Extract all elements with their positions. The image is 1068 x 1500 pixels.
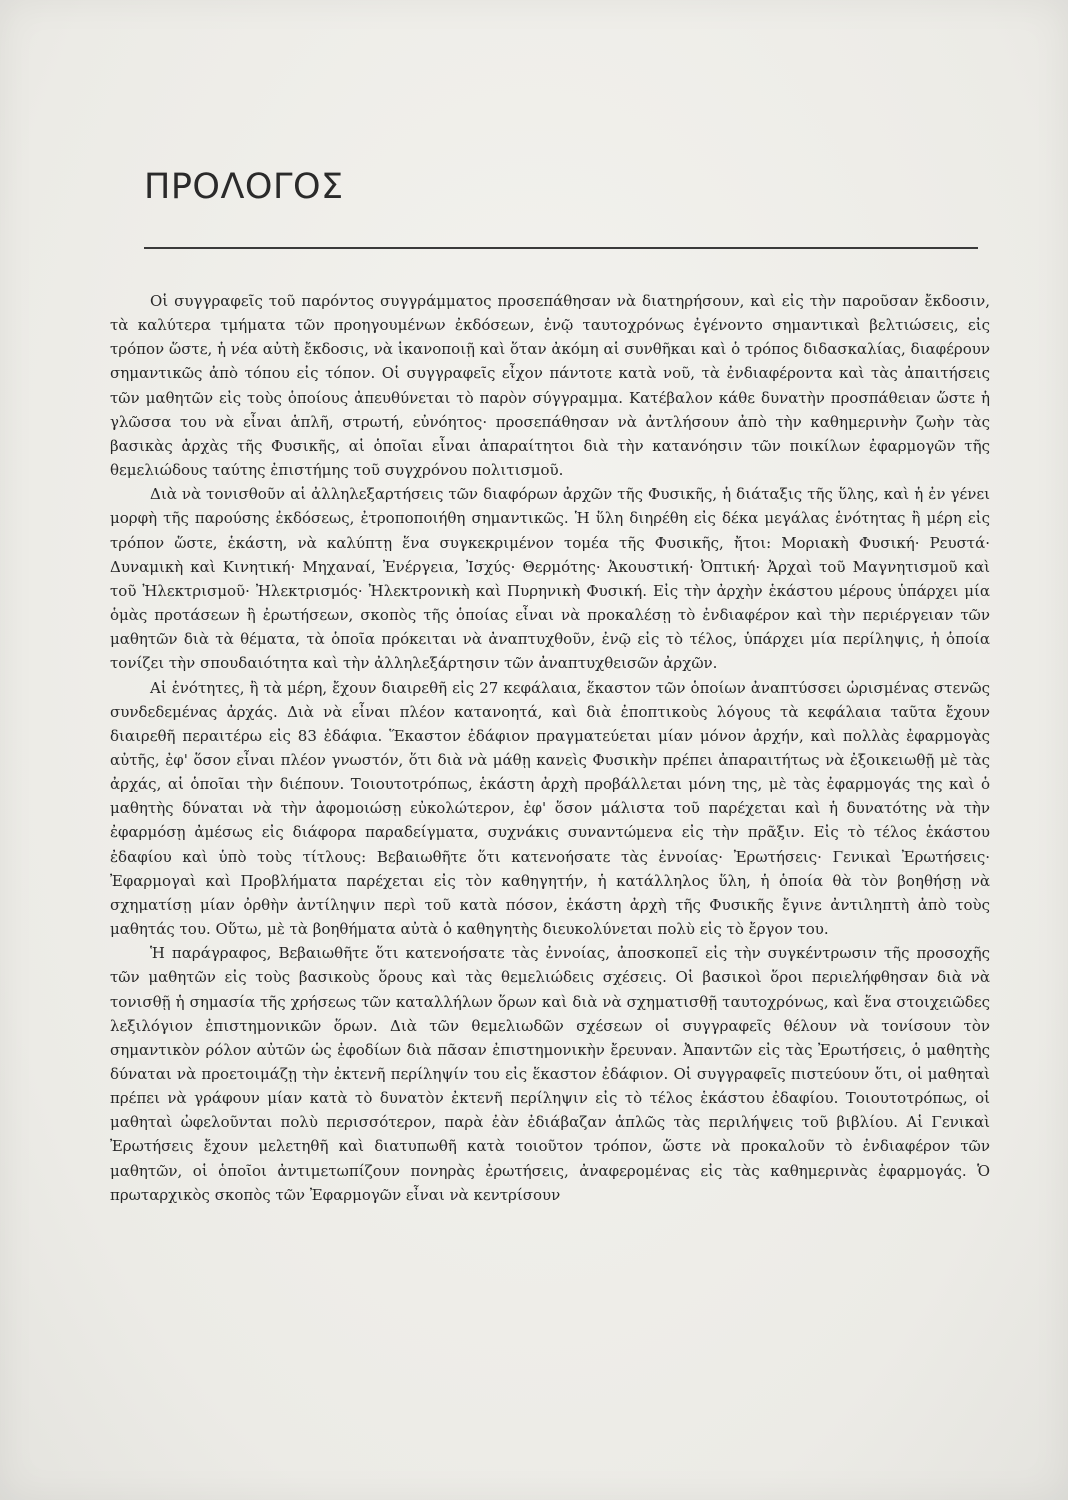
page-title: ΠΡΟΛΟΓΟΣ xyxy=(144,167,344,207)
title-underline xyxy=(144,247,978,249)
preface-body xyxy=(110,289,990,1207)
paragraph-4: Ἡ παράγραφος, Βεβαιωθῆτε ὅτι κατενοήσατε τὰς ἐννοίας, ἀποσκοπεῖ εἰς τὴν συγκέντρωσιν τῆς προσοχῆς τῶν μαθητῶν εἰς τοὺς βασικοὺς ὅρους καὶ τὰς θεμελιώδεις σχέσεις. Οἱ βασικοὶ ὅροι περιελήφθησαν διὰ νὰ τονισθῇ ἡ σημασία τῆς χρήσεως τῶν καταλλήλων ὅρων καὶ διὰ νὰ σχηματισθῇ ταυτοχρόνως, καὶ ἕνα στοιχειῶδες λεξιλόγιον ἐπιστημονικῶν ὅρων. Διὰ τῶν θεμελιωδῶν σχέσεων οἱ συγγραφεῖς θέλουν νὰ τονίσουν τὸν σημαντικὸν ρόλον αὐτῶν ὡς ἐφοδίων διὰ πᾶσαν ἐπιστημονικὴν ἔρευναν. Ἀπαντῶν εἰς τὰς Ἐρωτήσεις, ὁ μαθητὴς δύναται νὰ προετοιμάζῃ τὴν ἐκτενῆ περίληψίν του εἰς ἕκαστον ἐδάφιον. Οἱ συγγραφεῖς πιστεύουν ὅτι, οἱ μαθηταὶ πρέπει νὰ γράφουν μίαν κατὰ τὸ δυνατὸν ἐκτενῆ περίληψιν εἰς τὸ τέλος ἑκάστου ἐδαφίου. Τοιουτοτρόπως, οἱ μαθηταὶ ὠφελοῦνται πολὺ περισσότερον, παρὰ ἐὰν ἐδιάβαζαν ἁπλῶς τὰς περιλήψεις τοῦ βιβλίου. Αἱ Γενικαὶ Ἐρωτήσεις ἔχουν μελετηθῆ καὶ διατυπωθῆ κατὰ τοιοῦτον τρόπον, ὥστε νὰ προκαλοῦν τὸ ἐνδιαφέρον τῶν μαθητῶν, οἱ ὁποῖοι ἀντιμετωπίζουν πονηρὰς ἐρωτήσεις, ἀναφερομένας εἰς τὰς καθημερινὰς ἐφαρμογάς. Ὁ πρωταρχικὸς σκοπὸς τῶν Ἐφαρμογῶν εἶναι νὰ κεντρίσουν xyxy=(110,944,990,1204)
paragraph-2: Διὰ νὰ τονισθοῦν αἱ ἀλληλεξαρτήσεις τῶν διαφόρων ἀρχῶν τῆς Φυσικῆς, ἡ διάταξις τῆς ὕλης, καὶ ἡ ἐν γένει μορφὴ τῆς παρούσης ἐκδόσεως, ἐτροποποιήθη σημαντικῶς. Ἡ ὕλη διηρέθη εἰς δέκα μεγάλας ἑνότητας ἢ μέρη εἰς τρόπον ὥστε, ἑκάστη, νὰ καλύπτῃ ἕνα συγκεκριμένον τομέα τῆς Φυσικῆς, ἤτοι: Μοριακὴ Φυσική· Ρευστά· Δυναμικὴ καὶ Κινητική· Μηχαναί, Ἐνέργεια, Ἰσχύς· Θερμότης· Ἀκουστική· Ὀπτική· Ἀρχαὶ τοῦ Μαγνητισμοῦ καὶ τοῦ Ἠλεκτρισμοῦ· Ἠλεκτρισμός· Ἠλεκτρονικὴ καὶ Πυρηνικὴ Φυσική. Εἰς τὴν ἀρχὴν ἑκάστου μέρους ὑπάρχει μία ὁμὰς προτάσεων ἢ ἐρωτήσεων, σκοπὸς τῆς ὁποίας εἶναι νὰ προκαλέσῃ τὸ ἐνδιαφέρον καὶ τὴν περιέργειαν τῶν μαθητῶν διὰ τὰ θέματα, τὰ ὁποῖα πρόκειται νὰ ἀναπτυχθοῦν, ἐνῷ εἰς τὸ τέλος, ὑπάρχει μία περίληψις, ἡ ὁποία τονίζει τὴν σπουδαιότητα καὶ τὴν ἀλληλεξάρτησιν τῶν ἀναπτυχθεισῶν ἀρχῶν. xyxy=(110,485,990,673)
paragraph-1: Οἱ συγγραφεῖς τοῦ παρόντος συγγράμματος προσεπάθησαν νὰ διατηρήσουν, καὶ εἰς τὴν παροῦσαν ἔκδοσιν, τὰ καλύτερα τμήματα τῶν προηγουμένων ἐκδόσεων, ἐνῷ ταυτοχρόνως ἐγένοντο σημαντικαὶ βελτιώσεις, εἰς τρόπον ὥστε, ἡ νέα αὐτὴ ἔκδοσις, νὰ ἱκανοποιῇ καὶ ὅταν ἀκόμη αἱ συνθῆκαι καὶ ὁ τρόπος διδασκαλίας, διαφέρουν σημαντικῶς ἀπὸ τόπου εἰς τόπον. Οἱ συγγραφεῖς εἶχον πάντοτε κατὰ νοῦ, τὰ ἐνδιαφέροντα καὶ τὰς ἀπαιτήσεις τῶν μαθητῶν εἰς τοὺς ὁποίους ἀπευθύνεται τὸ παρὸν σύγγραμμα. Κατέβαλον κάθε δυνατὴν προσπάθειαν ὥστε ἡ γλῶσσα του νὰ εἶναι ἁπλῆ, στρωτή, εὐνόητος· προσεπάθησαν νὰ ἀντλήσουν ἀπὸ τὴν καθημερινὴν ζωὴν τὰς βασικὰς ἀρχὰς τῆς Φυσικῆς, αἱ ὁποῖαι εἶναι ἀπαραίτητοι διὰ τὴν κατανόησιν τῶν ποικίλων ἐφαρμογῶν τῆς θεμελιώδους ταύτης ἐπιστήμης τοῦ συγχρόνου πολιτισμοῦ. xyxy=(110,292,990,480)
paragraph-3: Αἱ ἑνότητες, ἢ τὰ μέρη, ἔχουν διαιρεθῆ εἰς 27 κεφάλαια, ἕκαστον τῶν ὁποίων ἀναπτύσσει ὡρισμένας στενῶς συνδεδεμένας ἀρχάς. Διὰ νὰ εἶναι πλέον κατανοητά, καὶ διὰ ἐποπτικοὺς λόγους τὰ κεφάλαια ταῦτα ἔχουν διαιρεθῆ περαιτέρω εἰς 83 ἐδάφια. Ἕκαστον ἐδάφιον πραγματεύεται μίαν μόνον ἀρχήν, καὶ πολλὰς ἐφαρμογὰς αὐτῆς, ἐφ' ὅσον εἶναι πλέον γνωστόν, ὅτι διὰ νὰ μάθῃ κανεὶς Φυσικὴν πρέπει ἀπαραιτήτως νὰ ἐξοικειωθῇ μὲ τὰς ἀρχάς, αἱ ὁποῖαι τὴν διέπουν. Τοιουτοτρόπως, ἑκάστη ἀρχὴ προβάλλεται μόνη της, μὲ τὰς ἐφαρμογάς της καὶ ὁ μαθητὴς δύναται νὰ τὴν ἀφομοιώσῃ εὐκολώτερον, ἐφ' ὅσον μάλιστα τοῦ παρέχεται καὶ ἡ δυνατότης νὰ τὴν ἐφαρμόσῃ ἀμέσως εἰς διάφορα παραδείγματα, συχνάκις συναντώμενα εἰς τὴν πρᾶξιν. Εἰς τὸ τέλος ἑκάστου ἐδαφίου καὶ ὑπὸ τοὺς τίτλους: Βεβαιωθῆτε ὅτι κατενοήσατε τὰς ἐννοίας· Ἐρωτήσεις· Γενικαὶ Ἐρωτήσεις· Ἐφαρμογαὶ καὶ Προβλήματα παρέχεται εἰς τὸν καθηγητήν, ἡ κατάλληλος ὕλη, ἡ ὁποία θὰ τὸν βοηθήσῃ νὰ σχηματίσῃ μίαν ὀρθὴν ἀντίληψιν περὶ τοῦ κατὰ πόσον, ἑκάστη ἀρχὴ τῆς Φυσικῆς ἔγινε ἀντιληπτὴ ἀπὸ τοὺς μαθητάς του. Οὕτω, μὲ τὰ βοηθήματα αὐτὰ ὁ καθηγητὴς διευκολύνεται πολὺ εἰς τὸ ἔργον του. xyxy=(110,678,990,939)
